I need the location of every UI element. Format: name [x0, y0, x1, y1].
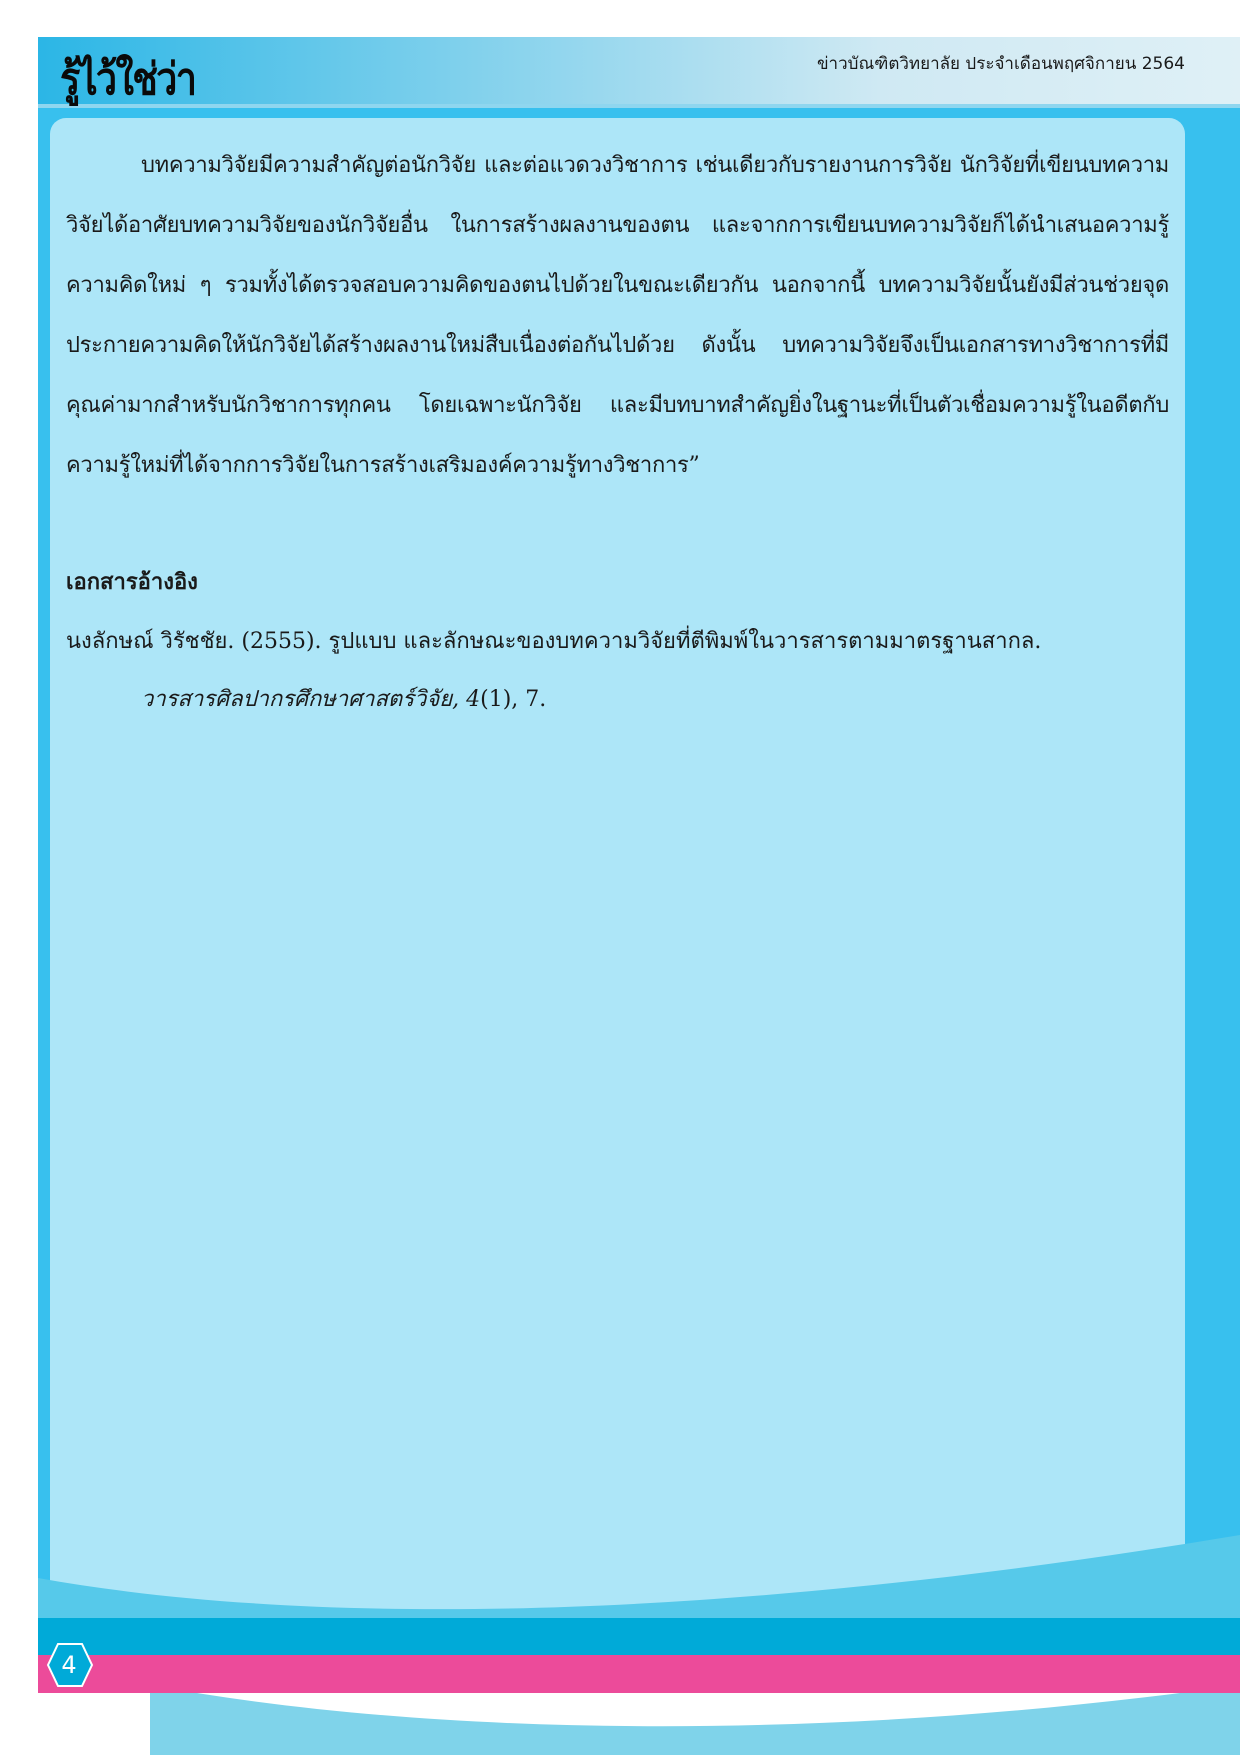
- footer-pink-band: [38, 1655, 1240, 1693]
- article-paragraph: บทความวิจัยมีความสำคัญต่อนักวิจัย และต่อแวดวงวิชาการ เช่นเดียวกับรายงานการวิจัย นักวิจัยที่เขียนบทความวิจัยได้อาศัยบทความวิจัยของนักวิจัยอื่น ในการสร้างผลงานของตน และจากการเขียนบทความวิจัยก็ได้นำเสนอความรู้ความคิดใหม่ ๆ รวมทั้งได้ตรวจสอบความคิดของตนไปด้วยในขณะเดียวกัน นอกจากนี้ บทความวิจัยนั้นยังมีส่วนช่วยจุดประกายความคิดให้นักวิจัยได้สร้างผลงานใหม่สืบเนื่องต่อกันไปด้วย ดังนั้น บทความวิจัยจึงเป็นเอกสารทางวิชาการที่มีคุณค่ามากสำหรับนักวิชาการทุกคน โดยเฉพาะนักวิจัย และมีบทบาทสำคัญยิ่งในฐานะที่เป็นตัวเชื่อมความรู้ในอดีตกับความรู้ใหม่ที่ได้จากการวิจัยในการสร้างเสริมองค์ความรู้ทางวิชาการ”: [66, 153, 1169, 478]
- reference-issue-pages: (1), 7.: [480, 687, 547, 712]
- wave-bottom-shape: [150, 1685, 1240, 1755]
- article-content: [66, 136, 1169, 728]
- reference-journal: วารสารศิลปากรศึกษาศาสตร์วิจัย, 4: [141, 687, 481, 712]
- issue-title: ข่าวบัณฑิตวิทยาลัย ประจำเดือนพฤศจิกายน 2564: [816, 54, 1185, 74]
- references-heading: เอกสารอ้างอิง: [66, 569, 198, 595]
- page-number: 4: [61, 1651, 77, 1679]
- reference-entry: นงลักษณ์ วิรัชชัย. (2555). รูปแบบ และลักษณะของบทความวิจัยที่ตีพิมพ์ในวารสารตามมาตรฐานสากล.: [66, 629, 1042, 654]
- footer-blue-band: [38, 1618, 1240, 1655]
- page-number-badge: [44, 1640, 94, 1690]
- section-logo: รู้ไว้ใช่ว่า: [60, 54, 196, 105]
- reference-entry-continued: [66, 672, 1169, 728]
